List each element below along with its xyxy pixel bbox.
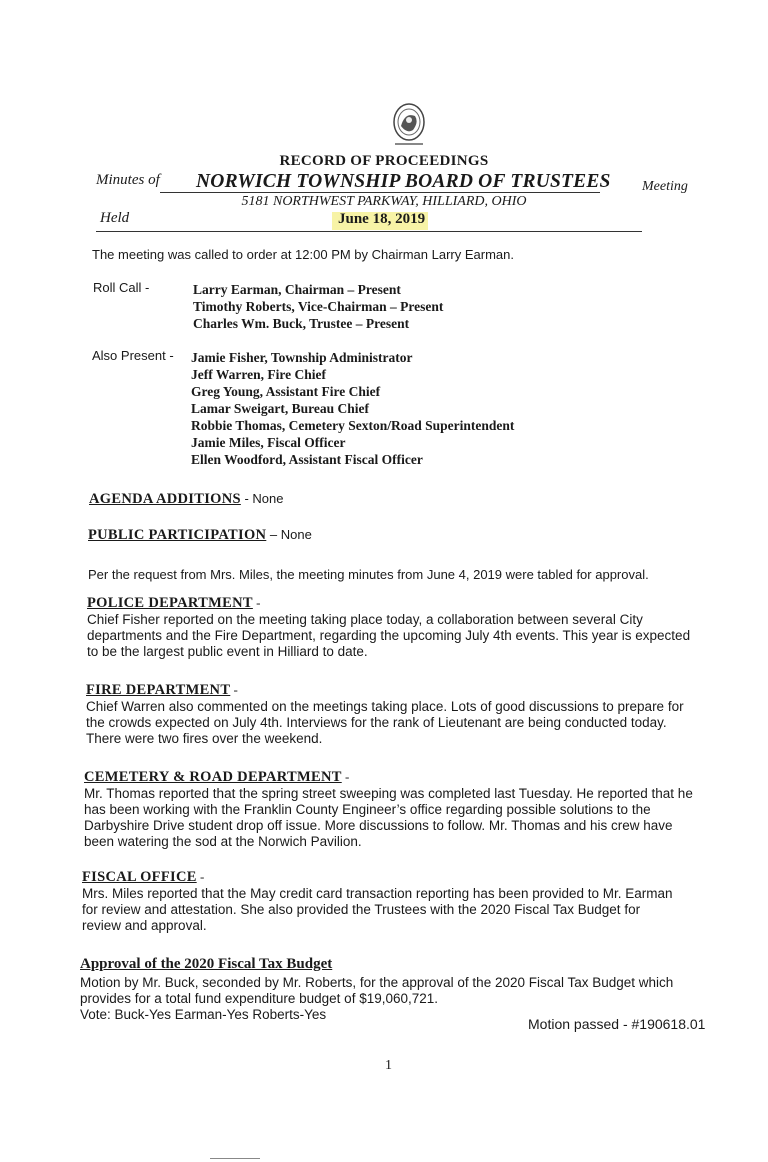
paragraph-line: been watering the sod at the Norwich Pavilion. — [84, 834, 362, 849]
approval-heading: Approval of the 2020 Fiscal Tax Budget — [80, 956, 333, 972]
section-heading: PUBLIC PARTICIPATION — [88, 527, 267, 543]
bottom-mark — [210, 1158, 260, 1159]
paragraph-line: Mr. Thomas reported that the spring street sweeping was completed last Tuesday. He reported that he — [84, 786, 693, 801]
heading-dash: - — [252, 595, 261, 610]
section-heading: CEMETERY & ROAD DEPARTMENT — [84, 769, 342, 785]
fire-section — [86, 681, 684, 747]
paragraph-line: departments and the Fire Department, regarding the upcoming July 4th events. This year is expected — [87, 628, 691, 643]
header-rule — [160, 192, 600, 193]
paragraph-line: Chief Fisher reported on the meeting taking place today, a collaboration between several City — [87, 612, 643, 627]
list-item: Timothy Roberts, Vice-Chairman – Present — [193, 299, 444, 314]
public-participation — [88, 526, 312, 544]
section-heading: POLICE DEPARTMENT — [87, 595, 253, 611]
section-note: – None — [266, 527, 312, 542]
held-label: Held — [100, 210, 130, 226]
vote-line: Vote: Buck-Yes Earman-Yes Roberts-Yes — [80, 1007, 327, 1022]
meeting-label: Meeting — [642, 179, 688, 194]
record-title: RECORD OF PROCEEDINGS — [279, 153, 489, 169]
page-number: 1 — [385, 1058, 392, 1073]
paragraph-line: Motion by Mr. Buck, seconded by Mr. Roberts, for the approval of the 2020 Fiscal Tax Budget which — [80, 975, 674, 990]
list-item: Larry Earman, Chairman – Present — [193, 282, 401, 297]
minutes-of-label: Minutes of — [96, 172, 160, 188]
list-item: Robbie Thomas, Cemetery Sexton/Road Superintendent — [191, 418, 515, 433]
paragraph-line: provides for a total fund expenditure budget of $19,060,721. — [80, 991, 439, 1006]
list-item: Ellen Woodford, Assistant Fiscal Officer — [191, 452, 423, 467]
motion-passed: Motion passed - #190618.01 — [528, 1016, 706, 1032]
call-to-order: The meeting was called to order at 12:00 PM by Chairman Larry Earman. — [92, 247, 514, 262]
list-item: Jamie Fisher, Township Administrator — [191, 350, 413, 365]
also-present-label: Also Present - — [92, 348, 174, 363]
list-item: Lamar Sweigart, Bureau Chief — [191, 401, 369, 416]
paragraph-line: Chief Warren also commented on the meetings taking place. Lots of good discussions to prepare for — [86, 699, 684, 714]
paragraph-line: There were two fires over the weekend. — [86, 731, 323, 746]
roll-call-list — [193, 281, 443, 332]
township-seal-icon — [385, 98, 433, 150]
heading-dash: - — [230, 682, 238, 697]
also-present-list — [191, 349, 514, 468]
list-item: Jamie Miles, Fiscal Officer — [191, 435, 346, 450]
section-heading: FISCAL OFFICE — [82, 869, 197, 885]
heading-dash: - — [341, 769, 350, 784]
paragraph-line: the crowds expected on July 4th. Interviews for the rank of Lieutenant are being conducted today. — [86, 715, 667, 730]
minutes-note: Per the request from Mrs. Miles, the meeting minutes from June 4, 2019 were tabled for approval. — [88, 567, 649, 582]
agenda-additions — [89, 490, 284, 508]
police-section — [87, 594, 690, 660]
cemetery-road-section — [84, 768, 693, 850]
roll-call-label: Roll Call - — [93, 280, 150, 295]
paragraph-line: review and approval. — [82, 918, 207, 933]
board-name: NORWICH TOWNSHIP BOARD OF TRUSTEES — [196, 171, 611, 192]
paragraph-line: for review and attestation. She also provided the Trustees with the 2020 Fiscal Tax Budget for — [82, 902, 641, 917]
meeting-date: June 18, 2019 — [338, 211, 426, 227]
date-rule — [96, 231, 642, 232]
list-item: Charles Wm. Buck, Trustee – Present — [193, 316, 410, 331]
paragraph-line: Darbyshire Drive student drop off issue. More discussions to follow. Mr. Thomas and his crew have — [84, 818, 673, 833]
paragraph-line: Mrs. Miles reported that the May credit card transaction reporting has been provided to Mr. Earman — [82, 886, 673, 901]
heading-dash: - — [196, 869, 205, 884]
list-item: Greg Young, Assistant Fire Chief — [191, 384, 381, 399]
paragraph-line: to be the largest public event in Hilliard to date. — [87, 644, 368, 659]
paragraph-line: has been working with the Franklin County Engineer’s office regarding possible solutions to the — [84, 802, 651, 817]
list-item: Jeff Warren, Fire Chief — [191, 367, 326, 382]
fiscal-office-section — [82, 868, 673, 934]
section-note: - None — [240, 491, 284, 506]
section-heading: AGENDA ADDITIONS — [89, 491, 241, 507]
section-heading: FIRE DEPARTMENT — [86, 682, 231, 698]
address: 5181 NORTHWEST PARKWAY, HILLIARD, OHIO — [241, 194, 527, 209]
